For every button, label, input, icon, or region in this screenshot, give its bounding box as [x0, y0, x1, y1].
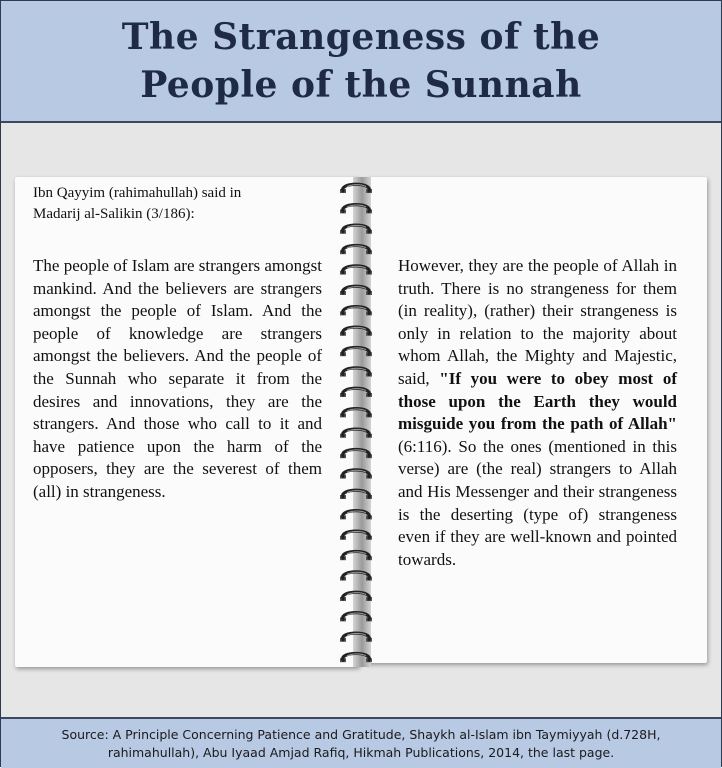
- binding-ring: [340, 409, 372, 418]
- quote-right-column: [398, 255, 677, 571]
- binding-ring: [340, 633, 372, 642]
- binding-ring: [340, 184, 372, 193]
- title-banner: [1, 1, 721, 123]
- spiral-binding-icon: [321, 175, 391, 675]
- right-text-before: However, they are the people of Allah in truth. There is no strangeness for them (in reality), (rather) their strangeness is only in relation to the majority about whom Allah, the Mighty and Majestic, said,: [398, 256, 677, 388]
- binding-ring: [340, 490, 372, 499]
- attribution-intro: [33, 183, 323, 225]
- source-footer: [1, 717, 721, 768]
- intro-line-1: Ibn Qayyim (rahimahullah) said in: [33, 185, 242, 201]
- binding-ring: [340, 286, 372, 295]
- binding-ring: [340, 449, 372, 458]
- binding-ring: [340, 266, 372, 275]
- source-line-1: Source: A Principle Concerning Patience and Gratitude, Shaykh al-Islam ibn Taymiyyah (d.728H,: [61, 726, 661, 742]
- binding-ring: [340, 429, 372, 438]
- binding-ring: [340, 592, 372, 601]
- binding-ring: [340, 225, 372, 234]
- binding-ring: [340, 245, 372, 254]
- binding-ring: [340, 653, 372, 662]
- binding-ring: [340, 307, 372, 316]
- binding-ring: [340, 347, 372, 356]
- quote-left-column: The people of Islam are strangers amongst mankind. And the believers are strangers amongst the people of Islam. And the people of knowledge are strangers amongst the believers. And the people of the Sunnah who separate it from the desires and innovations, they are the strangers. And those who call to it and have patience upon the harm of the opposers, they are the severest of them (all) in strangeness.: [33, 256, 322, 501]
- binding-ring: [340, 613, 372, 622]
- binding-ring: [340, 388, 372, 397]
- binding-ring: [340, 470, 372, 479]
- binding-ring: [340, 572, 372, 581]
- intro-line-2: Madarij al-Salikin (3/186):: [33, 206, 195, 222]
- source-line-2: rahimahullah), Abu Iyaad Amjad Rafiq, Hikmah Publications, 2014, the last page.: [107, 744, 615, 760]
- binding-ring: [340, 551, 372, 560]
- binding-ring: [340, 511, 372, 520]
- binding-ring: [340, 327, 372, 336]
- binding-ring: [340, 205, 372, 214]
- quran-verse-quote: "If you were to obey most of those upon the Earth they would misguide you from the path of Allah": [398, 368, 677, 434]
- binding-ring: [340, 368, 372, 377]
- title-line-1: The Strangeness of the: [121, 16, 601, 58]
- binding-ring: [340, 531, 372, 540]
- title-line-2: People of the Sunnah: [140, 64, 582, 106]
- right-text-after: (6:116). So the ones (mentioned in this verse) are (the real) strangers to Allah and His Messenger and their strangeness is the deserting (type of) strangeness even if they are well-known and pointed towards.: [398, 436, 677, 569]
